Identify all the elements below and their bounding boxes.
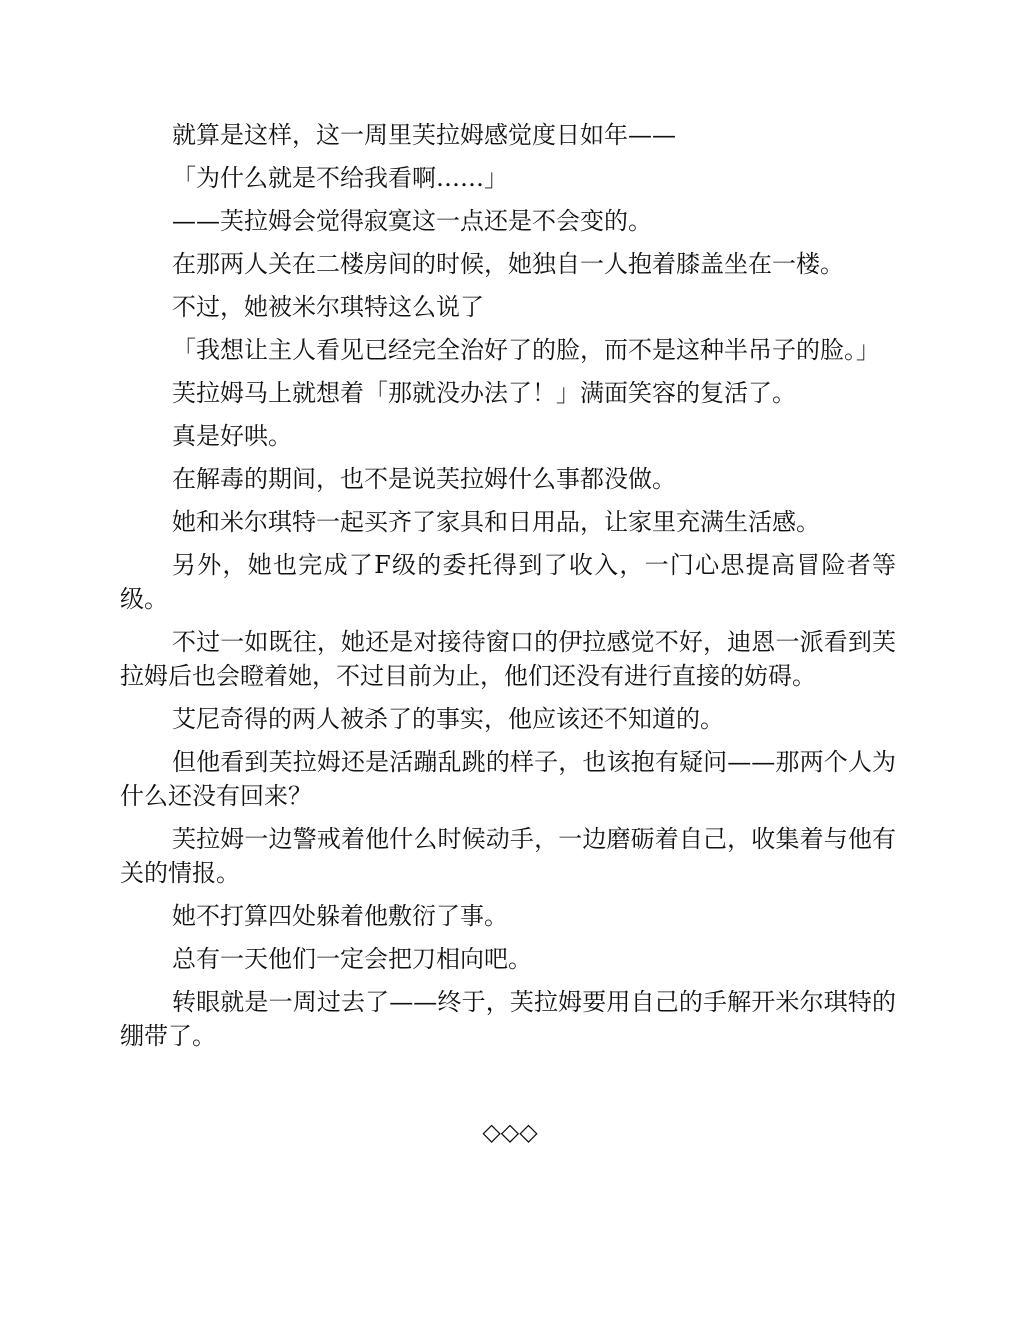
paragraph: 就算是这样，这一周里芙拉姆感觉度日如年—— bbox=[172, 121, 676, 149]
paragraph: 在那两人关在二楼房间的时候，她独自一人抱着膝盖坐在一楼。 bbox=[172, 250, 844, 278]
paragraph: 总有一天他们一定会把刀相向吧。 bbox=[172, 945, 532, 973]
paragraph: 芙拉姆马上就想着「那就没办法了！」满面笑容的复活了。 bbox=[172, 379, 796, 407]
paragraph: 芙拉姆一边警戒着他什么时候动手，一边磨砺着自己，收集着与他有关的情报。 bbox=[120, 825, 896, 887]
section-separator: ◇◇◇ bbox=[482, 1118, 538, 1146]
paragraph: 她不打算四处躲着他敷衍了事。 bbox=[172, 902, 508, 930]
paragraph: 另外，她也完成了F级的委托得到了收入，一门心思提高冒险者等级。 bbox=[120, 551, 896, 613]
paragraph: 「我想让主人看见已经完全治好了的脸，而不是这种半吊子的脸。」 bbox=[172, 336, 880, 364]
paragraph: ——芙拉姆会觉得寂寞这一点还是不会变的。 bbox=[172, 207, 652, 235]
paragraph: 不过一如既往，她还是对接待窗口的伊拉感觉不好，迪恩一派看到芙拉姆后也会瞪着她，不过目前为止，他们还没有进行直接的妨碍。 bbox=[120, 628, 896, 690]
paragraph: 在解毒的期间，也不是说芙拉姆什么事都没做。 bbox=[172, 465, 676, 493]
paragraph: 艾尼奇得的两人被杀了的事实，他应该还不知道的。 bbox=[172, 705, 724, 733]
paragraph: 不过，她被米尔琪特这么说了 bbox=[172, 293, 484, 321]
paragraph: 她和米尔琪特一起买齐了家具和日用品，让家里充满生活感。 bbox=[172, 508, 820, 536]
paragraph: 真是好哄。 bbox=[172, 422, 292, 450]
paragraph: 但他看到芙拉姆还是活蹦乱跳的样子，也该抱有疑问——那两个人为什么还没有回来？ bbox=[120, 748, 896, 810]
paragraph: 「为什么就是不给我看啊……」 bbox=[172, 164, 508, 192]
paragraph: 转眼就是一周过去了——终于，芙拉姆要用自己的手解开米尔琪特的绷带了。 bbox=[120, 988, 896, 1050]
document-body bbox=[120, 118, 896, 1062]
